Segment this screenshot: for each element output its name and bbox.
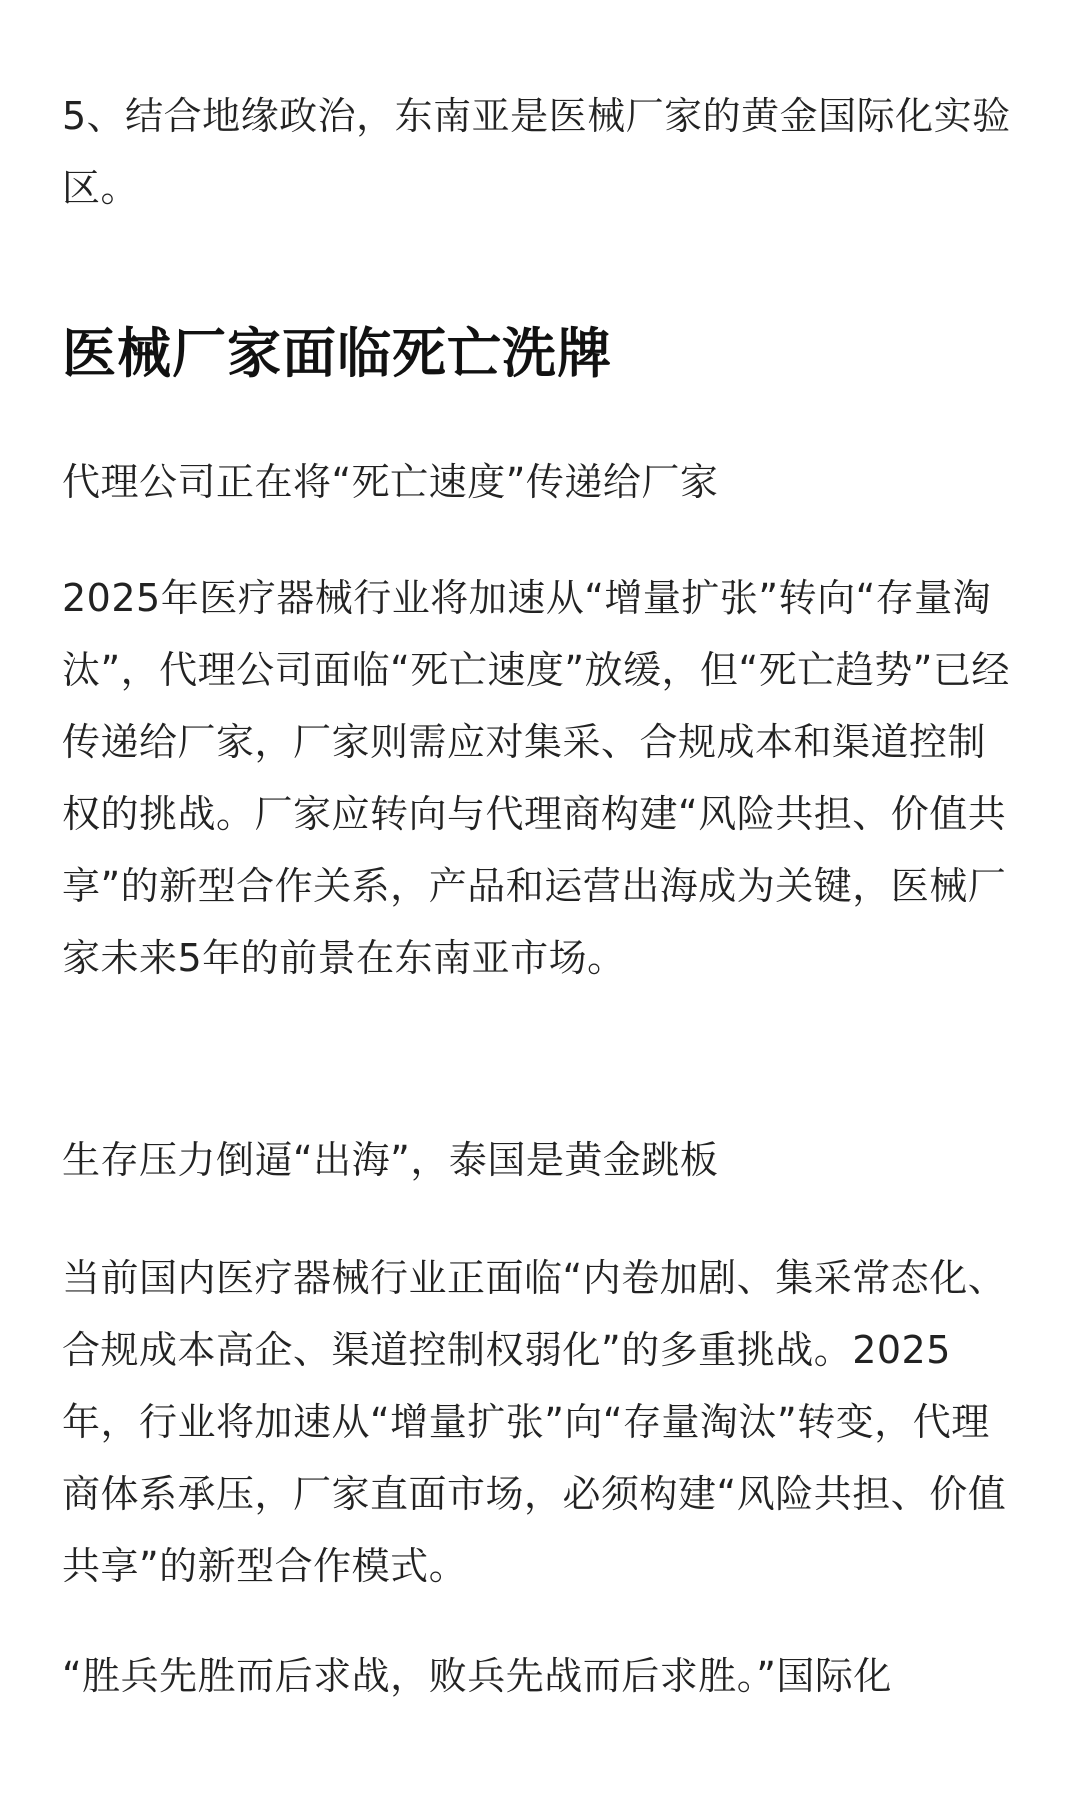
intro-paragraph: 5、结合地缘政治，东南亚是医械厂家的黄金国际化实验区。 (62, 94, 1011, 210)
body-paragraph: 2025年医疗器械行业将加速从“增量扩张”转向“存量淘汰”，代理公司面临“死亡速度”放缓，但“死亡趋势”已经传递给厂家，厂家则需应对集采、合规成本和渠道控制权的挑战。厂家应转向与代理商构建“风险共担、价值共享”的新型合作关系，产品和运营出海成为关键，医械厂家未来5年的前景在东南亚市场。 (62, 576, 1010, 980)
section-heading: 医械厂家面临死亡洗牌 (62, 322, 612, 385)
quote-paragraph: “胜兵先胜而后求战，败兵先战而后求胜。”国际化 (62, 1654, 892, 1698)
subheading-paragraph: 代理公司正在将“死亡速度”传递给厂家 (62, 460, 719, 504)
subheading-paragraph: 生存压力倒逼“出海”，泰国是黄金跳板 (62, 1138, 719, 1182)
body-paragraph: 当前国内医疗器械行业正面临“内卷加剧、集采常态化、合规成本高企、渠道控制权弱化”的多重挑战。2025年，行业将加速从“增量扩张”向“存量淘汰”转变，代理商体系承压，厂家直面市场，必须构建“风险共担、价值共享”的新型合作模式。 (62, 1256, 1007, 1588)
